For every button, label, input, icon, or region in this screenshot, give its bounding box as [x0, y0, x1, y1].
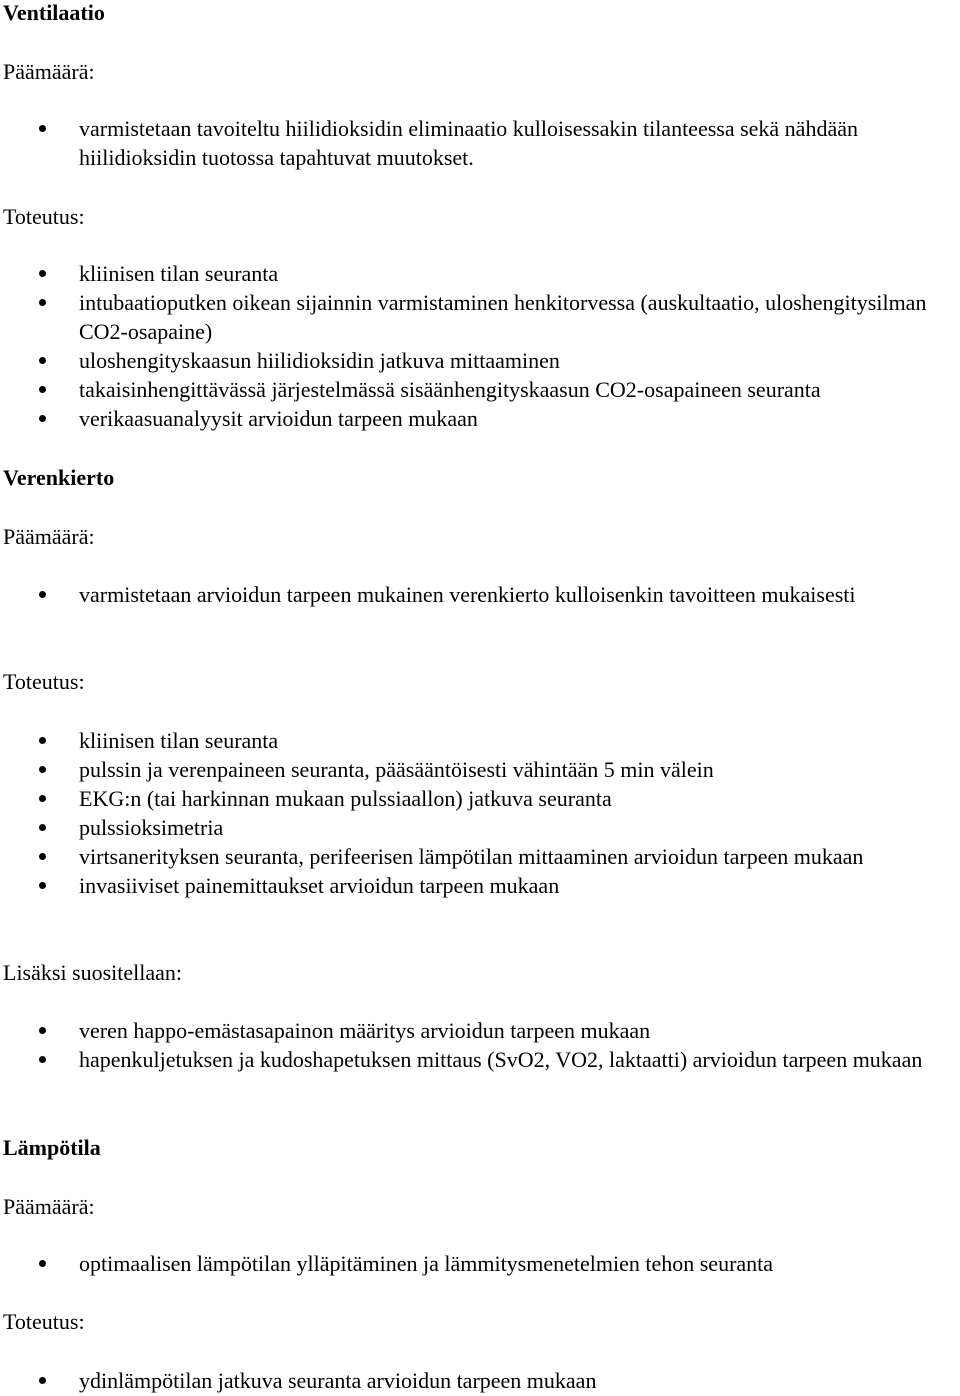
goal-list: [0, 1249, 960, 1278]
goal-label: Päämäärä:: [3, 59, 95, 84]
recommendation-list: [0, 1016, 960, 1074]
implementation-list: [0, 726, 960, 900]
list-item: pulssioksimetria: [0, 813, 960, 842]
list-item: takaisinhengittävässä järjestelmässä sisäänhengityskaasun CO2-osapaineen seuranta: [0, 375, 960, 404]
bullet-icon: [39, 125, 46, 132]
list-item: kliinisen tilan seuranta: [0, 726, 960, 755]
bullet-icon: [39, 386, 46, 393]
bullet-icon: [39, 270, 46, 277]
implementation-list: [0, 259, 960, 433]
implementation-label: Toteutus:: [3, 204, 85, 229]
bullet-icon: [39, 299, 46, 306]
list-item: uloshengityskaasun hiilidioksidin jatkuva mittaaminen: [0, 346, 960, 375]
section-title-lampotila: Lämpötila: [3, 1135, 101, 1160]
recommendation-label: Lisäksi suositellaan:: [3, 960, 183, 985]
list-item: varmistetaan arvioidun tarpeen mukainen verenkierto kulloisenkin tavoitteen mukaisesti: [0, 580, 960, 609]
bullet-icon: [39, 1377, 46, 1384]
list-item: optimaalisen lämpötilan ylläpitäminen ja lämmitysmenetelmien tehon seuranta: [0, 1249, 960, 1278]
goal-list: [0, 114, 960, 172]
bullet-icon: [39, 766, 46, 773]
list-item: veren happo-emästasapainon määritys arvioidun tarpeen mukaan: [0, 1016, 960, 1045]
list-item: verikaasuanalyysit arvioidun tarpeen mukaan: [0, 404, 960, 433]
section-title-ventilaatio: Ventilaatio: [3, 0, 105, 25]
bullet-icon: [39, 357, 46, 364]
bullet-icon: [39, 795, 46, 802]
list-item: kliinisen tilan seuranta: [0, 259, 960, 288]
list-item: EKG:n (tai harkinnan mukaan pulssiaallon) jatkuva seuranta: [0, 784, 960, 813]
list-item: pulssin ja verenpaineen seuranta, pääsääntöisesti vähintään 5 min välein: [0, 755, 960, 784]
list-item: varmistetaan tavoiteltu hiilidioksidin eliminaatio kulloisessakin tilanteessa sekä nähdään hiilidioksidin tuotossa tapahtuvat muutokset.: [0, 114, 960, 172]
goal-label: Päämäärä:: [3, 524, 95, 549]
bullet-icon: [39, 882, 46, 889]
implementation-list: [0, 1366, 960, 1395]
implementation-label: Toteutus:: [3, 669, 85, 694]
bullet-icon: [39, 1027, 46, 1034]
section-title-verenkierto: Verenkierto: [3, 465, 115, 490]
bullet-icon: [39, 737, 46, 744]
bullet-icon: [39, 591, 46, 598]
list-item: hapenkuljetuksen ja kudoshapetuksen mittaus (SvO2, VO2, laktaatti) arvioidun tarpeen mukaan: [0, 1045, 960, 1074]
goal-label: Päämäärä:: [3, 1194, 95, 1219]
bullet-icon: [39, 415, 46, 422]
list-item: intubaatioputken oikean sijainnin varmistaminen henkitorvessa (auskultaatio, uloshengitysilman CO2-osapaine): [0, 288, 960, 346]
goal-list: [0, 580, 960, 609]
list-item: invasiiviset painemittaukset arvioidun tarpeen mukaan: [0, 871, 960, 900]
list-item: virtsanerityksen seuranta, perifeerisen lämpötilan mittaaminen arvioidun tarpeen mukaan: [0, 842, 960, 871]
list-item: ydinlämpötilan jatkuva seuranta arvioidun tarpeen mukaan: [0, 1366, 960, 1395]
bullet-icon: [39, 1260, 46, 1267]
bullet-icon: [39, 824, 46, 831]
bullet-icon: [39, 1056, 46, 1063]
implementation-label: Toteutus:: [3, 1309, 85, 1334]
bullet-icon: [39, 853, 46, 860]
